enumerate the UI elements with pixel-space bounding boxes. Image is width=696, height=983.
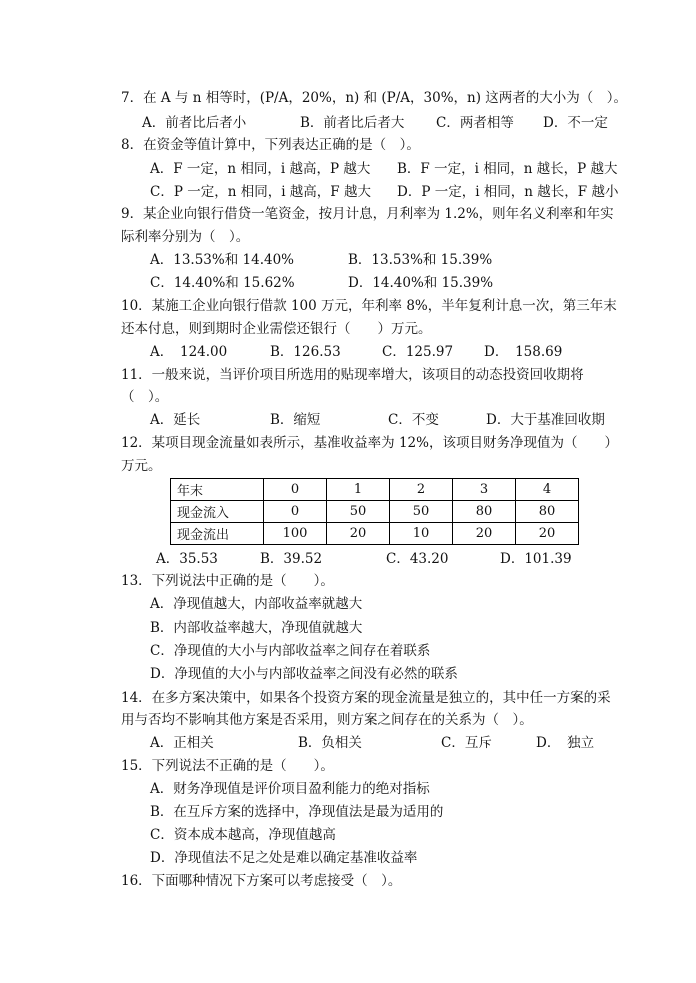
question-14-stem-line2: 用与否均不影响其他方案是否采用，则方案之间存在的关系为（ ）。 bbox=[121, 712, 533, 728]
question-13-option-d: D．净现值的大小与内部收益率之间没有必然的联系 bbox=[150, 666, 458, 682]
question-16-stem: 16．下面哪种情况下方案可以考虑接受（ ）。 bbox=[121, 873, 402, 889]
question-15-option-d: D．净现值法不足之处是难以确定基准收益率 bbox=[150, 850, 418, 866]
table-year-cell: 0 bbox=[264, 479, 327, 501]
question-10-option-d: D． 158.69 bbox=[484, 344, 563, 360]
table-cell: 20 bbox=[327, 523, 390, 545]
question-15-option-c: C．资本成本越高，净现值越高 bbox=[150, 827, 336, 843]
question-8-stem: 8．在资金等值计算中，下列表达正确的是（ ）。 bbox=[121, 137, 420, 153]
question-14-stem-line1: 14．在多方案决策中，如果各个投资方案的现金流量是独立的，其中任一方案的采 bbox=[121, 690, 611, 706]
question-12-option-b: B．39.52 bbox=[260, 551, 323, 567]
question-15-option-b: B．在互斥方案的选择中，净现值法是最为适用的 bbox=[150, 804, 444, 820]
question-7-option-b: B．前者比后者大 bbox=[300, 115, 405, 131]
question-13-option-b: B．内部收益率越大，净现值就越大 bbox=[150, 620, 363, 636]
question-7-option-d: D．不一定 bbox=[543, 115, 608, 131]
question-8-option-d: D．P 一定，i 相同，n 越长，F 越小 bbox=[397, 184, 619, 200]
question-13-stem: 13．下列说法中正确的是（ ）。 bbox=[121, 573, 334, 589]
question-14-option-b: B．负相关 bbox=[298, 735, 362, 751]
table-cell: 100 bbox=[264, 523, 327, 545]
question-8-option-c: C．P 一定，n 相同，i 越高，F 越大 bbox=[150, 184, 371, 200]
question-7-option-a: A．前者比后者小 bbox=[142, 115, 247, 131]
question-15-stem: 15．下列说法不正确的是（ ）。 bbox=[121, 758, 334, 774]
table-cell: 0 bbox=[264, 501, 327, 523]
question-10-option-b: B．126.53 bbox=[270, 344, 341, 360]
question-9-option-b: B．13.53%和 15.39% bbox=[348, 252, 493, 268]
table-year-cell: 2 bbox=[390, 479, 453, 501]
question-7-option-c: C．两者相等 bbox=[436, 115, 514, 131]
cash-flow-table bbox=[170, 478, 579, 545]
question-9-stem-line2: 际利率分别为（ ）。 bbox=[121, 229, 250, 245]
question-10-stem-line2: 还本付息，则到期时企业需偿还银行（ ）万元。 bbox=[121, 321, 432, 337]
question-14-option-c: C．互斥 bbox=[441, 735, 492, 751]
table-year-cell: 3 bbox=[453, 479, 516, 501]
question-8-option-b: B．F 一定，i 相同，n 越长，P 越大 bbox=[397, 161, 618, 177]
question-8-option-a: A．F 一定，n 相同，i 越高，P 越大 bbox=[150, 161, 371, 177]
table-cell: 20 bbox=[453, 523, 516, 545]
question-10-option-c: C．125.97 bbox=[382, 344, 454, 360]
question-13-option-a: A．净现值越大，内部收益率就越大 bbox=[150, 596, 363, 612]
table-row bbox=[171, 523, 579, 545]
table-cell: 50 bbox=[390, 501, 453, 523]
question-12-option-c: C．43.20 bbox=[386, 551, 449, 567]
question-11-option-d: D．大于基准回收期 bbox=[486, 412, 605, 428]
table-row-label: 现金流入 bbox=[171, 501, 264, 523]
question-14-option-d: D． 独立 bbox=[536, 735, 595, 751]
question-10-stem-line1: 10．某施工企业向银行借款 100 万元，年利率 8%，半年复利计息一次，第三年末 bbox=[121, 298, 617, 314]
question-11-stem-line2: （ ）。 bbox=[121, 389, 169, 405]
question-12-option-d: D．101.39 bbox=[500, 551, 572, 567]
table-row bbox=[171, 479, 579, 501]
table-header-label: 年末 bbox=[171, 479, 264, 501]
question-15-option-a: A．财务净现值是评价项目盈利能力的绝对指标 bbox=[150, 781, 430, 797]
table-row bbox=[171, 501, 579, 523]
table-cell: 80 bbox=[453, 501, 516, 523]
table-cell: 50 bbox=[327, 501, 390, 523]
question-11-stem-line1: 11．一般来说，当评价项目所选用的贴现率增大，该项目的动态投资回收期将 bbox=[121, 367, 584, 383]
question-9-option-d: D．14.40%和 15.39% bbox=[348, 275, 494, 291]
table-cell: 20 bbox=[516, 523, 579, 545]
table-cell: 80 bbox=[516, 501, 579, 523]
question-11-option-b: B．缩短 bbox=[270, 412, 321, 428]
question-9-option-a: A．13.53%和 14.40% bbox=[150, 252, 294, 268]
question-13-option-c: C．净现值的大小与内部收益率之间存在着联系 bbox=[150, 643, 431, 659]
question-11-option-c: C．不变 bbox=[388, 412, 439, 428]
question-9-stem-line1: 9．某企业向银行借贷一笔资金，按月计息，月利率为 1.2%，则年名义利率和年实 bbox=[121, 206, 614, 222]
question-11-option-a: A．延长 bbox=[150, 412, 201, 428]
question-9-option-c: C．14.40%和 15.62% bbox=[150, 275, 295, 291]
question-12-stem-line1: 12．某项目现金流量如表所示，基准收益率为 12%，该项目财务净现值为（ ） bbox=[121, 435, 618, 451]
table-row-label: 现金流出 bbox=[171, 523, 264, 545]
question-7-stem: 7．在 A 与 n 相等时，(P/A，20%，n) 和 (P/A，30%，n) 这两者的大小为（ ）。 bbox=[121, 90, 628, 106]
table-cell: 10 bbox=[390, 523, 453, 545]
question-10-option-a: A． 124.00 bbox=[150, 344, 228, 360]
question-12-stem-line2: 万元。 bbox=[121, 458, 162, 474]
question-14-option-a: A．正相关 bbox=[150, 735, 214, 751]
question-12-option-a: A．35.53 bbox=[156, 551, 218, 567]
table-year-cell: 4 bbox=[516, 479, 579, 501]
table-year-cell: 1 bbox=[327, 479, 390, 501]
